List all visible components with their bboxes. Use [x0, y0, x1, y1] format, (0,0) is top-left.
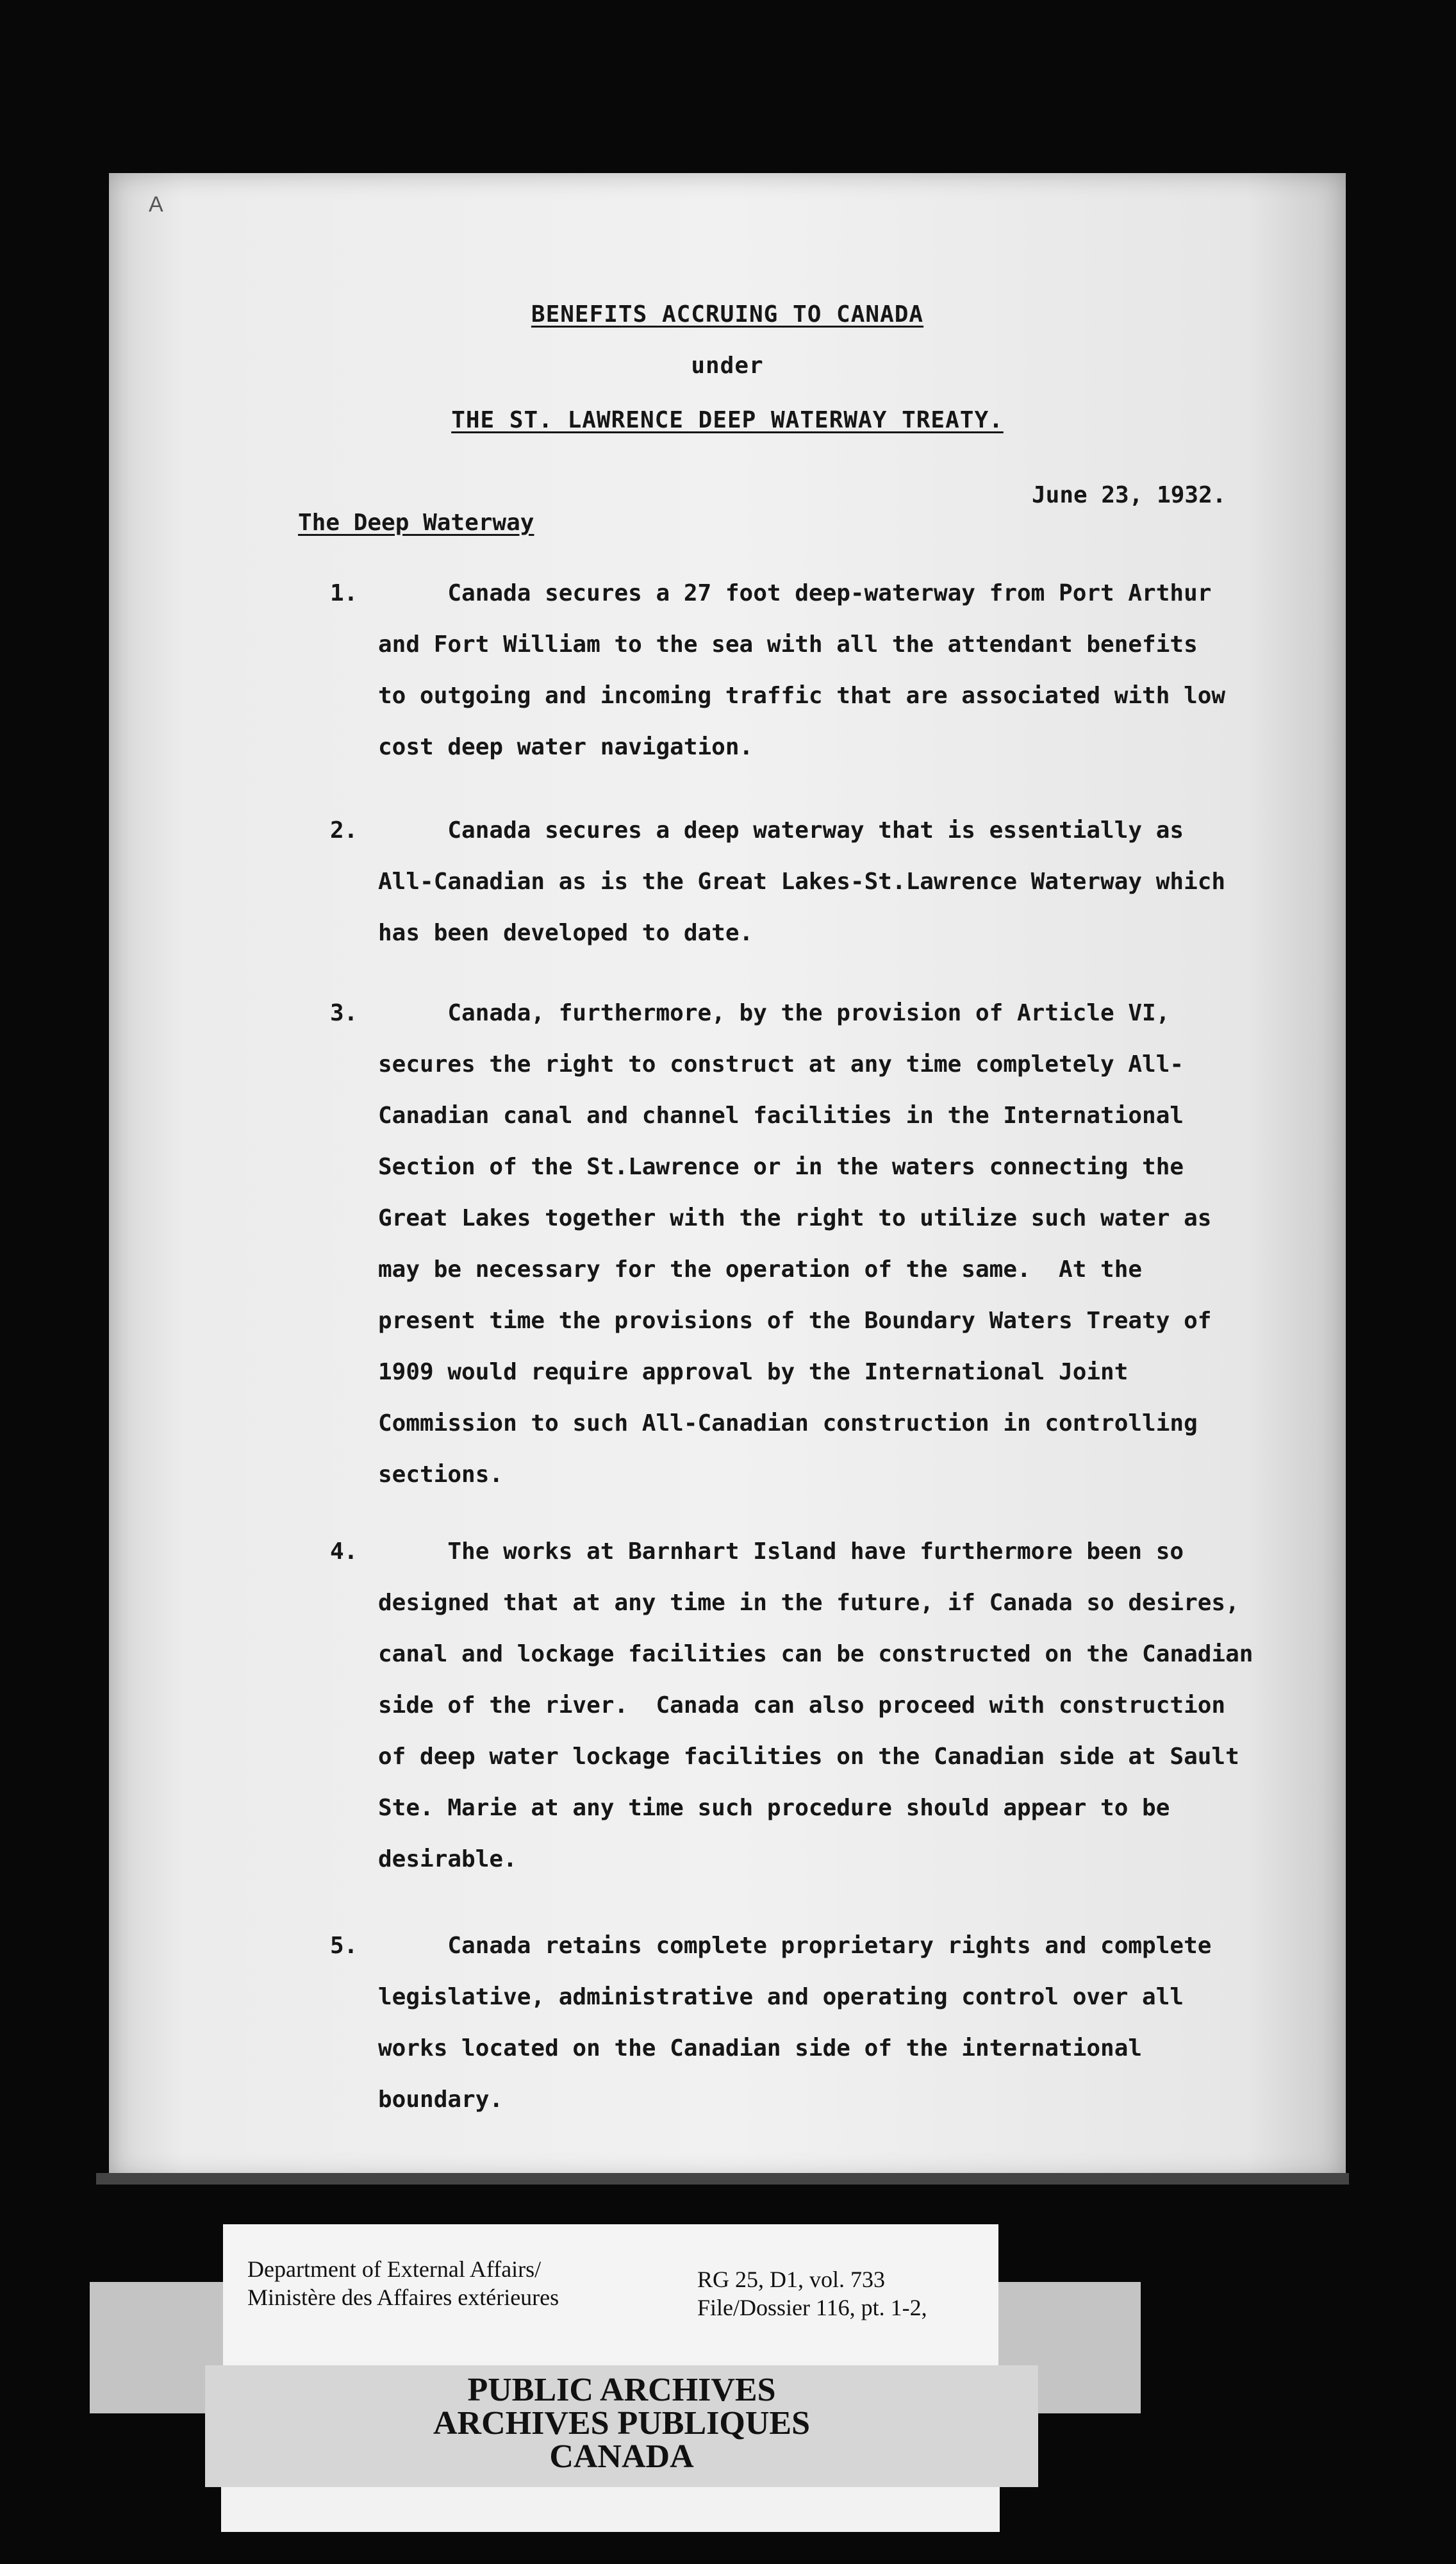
paragraph-line: desirable. — [378, 1846, 517, 1872]
archive-reference-label — [223, 2224, 998, 2365]
paragraph-line: canal and lockage facilities can be constructed on the Canadian — [378, 1641, 1253, 1667]
paragraph-line: has been developed to date. — [378, 920, 754, 946]
document-title-connector: under — [691, 353, 764, 379]
paragraph-line: Canadian canal and channel facilities in the International — [378, 1103, 1184, 1129]
file-reference: File/Dossier 116, pt. 1-2, — [697, 2295, 927, 2320]
paragraph-number: 4. — [330, 1538, 358, 1565]
archive-stamp-line-fr: ARCHIVES PUBLIQUES — [433, 2405, 811, 2442]
paragraph-line: cost deep water navigation. — [378, 734, 754, 760]
archive-stamp-footer — [221, 2487, 1000, 2532]
paragraph-number: 1. — [330, 580, 358, 606]
page-edge-shadow — [96, 2173, 1349, 2185]
paragraph-line: of deep water lockage facilities on the Canadian side at Sault — [378, 1744, 1239, 1770]
paragraph-line: 1909 would require approval by the International Joint — [378, 1359, 1129, 1385]
document-date: June 23, 1932. — [1032, 482, 1227, 508]
paragraph-line: The works at Barnhart Island have furthermore been so — [378, 1538, 1184, 1565]
paragraph-line: Ste. Marie at any time such procedure should appear to be — [378, 1795, 1170, 1821]
archive-stamp-line-country: CANADA — [549, 2438, 694, 2475]
archive-stamp-tab-right — [1025, 2394, 1141, 2413]
department-name-en: Department of External Affairs/ — [247, 2256, 542, 2282]
paragraph-number: 3. — [330, 1000, 358, 1026]
paragraph-line: side of the river. Canada can also proceed with construction — [378, 1692, 1226, 1719]
paragraph-line: and Fort William to the sea with all the attendant benefits — [378, 631, 1198, 658]
paragraph-line: works located on the Canadian side of the international — [378, 2035, 1143, 2061]
corner-mark: A — [149, 192, 163, 217]
paragraph-line: Canada retains complete proprietary rights and complete — [378, 1933, 1212, 1959]
paragraph-line: Section of the St.Lawrence or in the waters connecting the — [378, 1154, 1184, 1180]
paragraph-line: secures the right to construct at any time completely All- — [378, 1051, 1184, 1078]
document-title-treaty: THE ST. LAWRENCE DEEP WATERWAY TREATY. — [451, 407, 1004, 433]
paragraph-line: Great Lakes together with the right to utilize such water as — [378, 1205, 1212, 1231]
paragraph-line: All-Canadian as is the Great Lakes-St.Lawrence Waterway which — [378, 869, 1226, 895]
record-group-reference: RG 25, D1, vol. 733 — [697, 2267, 886, 2292]
paragraph-line: Canada secures a 27 foot deep-waterway from Port Arthur — [378, 580, 1212, 606]
paragraph-line: boundary. — [378, 2086, 504, 2113]
paragraph-number: 2. — [330, 817, 358, 844]
paragraph-line: may be necessary for the operation of the same. At the — [378, 1256, 1143, 1283]
department-block — [247, 2255, 559, 2311]
paragraph-number: 5. — [330, 1933, 358, 1959]
paragraph-line: Commission to such All-Canadian construction in controlling — [378, 1410, 1198, 1436]
paragraph-line: sections. — [378, 1461, 504, 1488]
paragraph-line: Canada, furthermore, by the provision of Article VI, — [378, 1000, 1170, 1026]
paragraph-line: Canada secures a deep waterway that is essentially as — [378, 817, 1184, 844]
paragraph-line: present time the provisions of the Boundary Waters Treaty of — [378, 1308, 1212, 1334]
archive-stamp-text — [205, 2374, 1038, 2474]
paragraph-line: to outgoing and incoming traffic that are associated with low — [378, 683, 1226, 709]
department-name-fr: Ministère des Affaires extérieures — [247, 2285, 559, 2310]
archive-stamp-line-en: PUBLIC ARCHIVES — [467, 2372, 776, 2408]
paragraph-line: legislative, administrative and operating control over all — [378, 1984, 1184, 2010]
reference-block — [697, 2265, 927, 2322]
section-heading: The Deep Waterway — [298, 510, 534, 536]
document-title: BENEFITS ACCRUING TO CANADA — [531, 301, 924, 328]
paragraph-line: designed that at any time in the future, if Canada so desires, — [378, 1590, 1239, 1616]
archive-stamp-tab-left — [90, 2394, 205, 2413]
